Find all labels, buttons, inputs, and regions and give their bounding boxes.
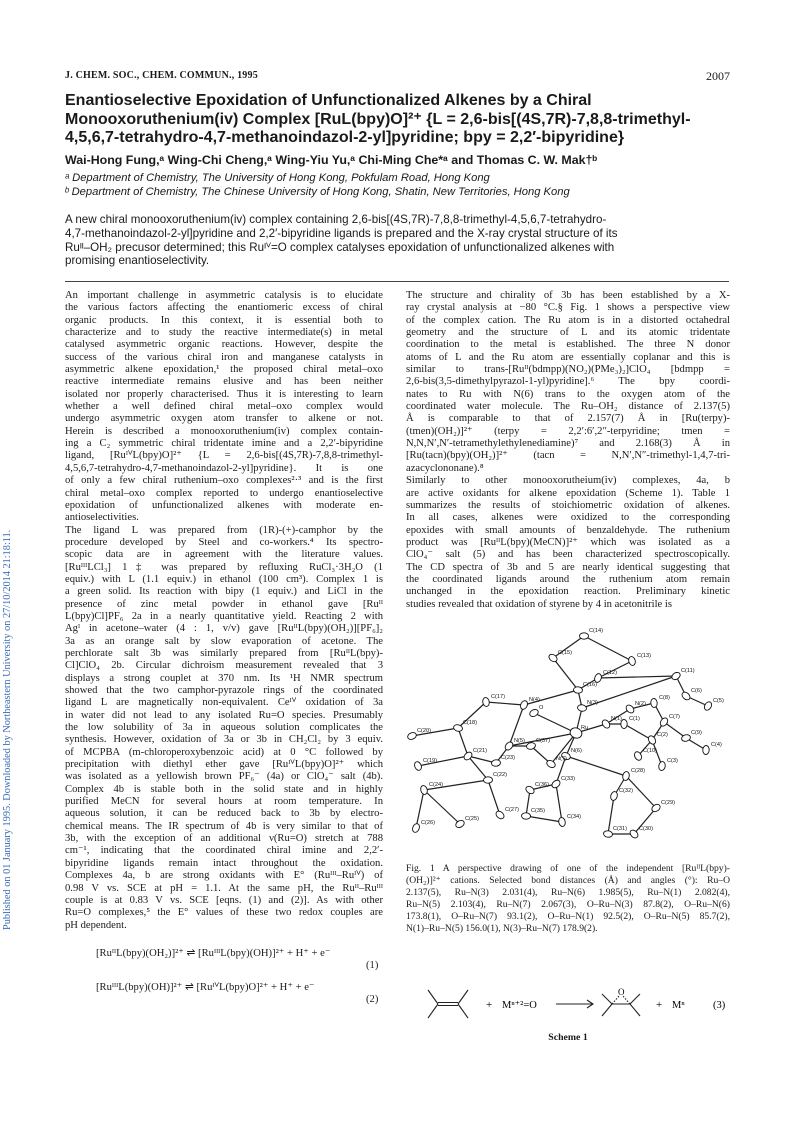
atom-label: C(6) <box>691 688 702 694</box>
body-text-line: product was [RuᴵᴵL(bpy)(MeCN)]²⁺ which was isolated as a <box>406 536 730 548</box>
author-list: Wai-Hong Fung,ᵃ Wing-Chi Cheng,ᵃ Wing-Yiu Yu,ᵃ Chi-Ming Che*ᵃ and Thomas C. W. Mak†ᵇ <box>65 153 598 167</box>
body-text-line: success of the various chiral iron and manganese catalysts in <box>65 351 383 363</box>
body-text-line: Similarly to other monooxorutheium(iv) complexes, 4a, b <box>406 475 730 487</box>
body-text-line: similar to trans-[Ruᴵᴵ(bdmpp)(NO₂)(PMe₃)₂]ClO₄ [bdmpp = <box>406 364 730 376</box>
bond-line <box>534 713 576 733</box>
alkene-structure <box>428 990 468 1018</box>
body-text-line: [RuᴵᴵᴵLCl₃] 1‡ was prepared by refluxing RuCl₃·3H₂O (1 <box>65 561 383 573</box>
body-text-line: procedure developed by Steel and co-workers.⁴ Its spectro- <box>65 536 383 548</box>
body-text-line: asymmetric alkene epoxidation,¹ the proposed chiral metal–oxo <box>65 364 383 376</box>
atom-label: C(11) <box>681 668 695 674</box>
caption-line: N(1)–Ru–N(5) 156.0(1), N(3)–Ru–N(7) 178.9(2). <box>406 922 598 934</box>
body-text-line: summarizes the results of stoichiometric oxidation of alkenes. <box>406 499 730 511</box>
alkene-bond <box>428 1004 438 1018</box>
bond-line <box>458 728 468 756</box>
download-watermark <box>2 250 18 930</box>
body-text-line: (tmen)(OH₂)]²⁺ (terpy = 2,2′:6′,2″-terpyridine; tmen = <box>406 425 730 437</box>
body-text-line: in water did not lead to any isolated Ru=O species. Presumably <box>65 709 383 721</box>
bond-line <box>566 756 626 776</box>
abstract <box>65 213 735 268</box>
atom-label: C(30) <box>639 826 653 832</box>
body-text-line: Complex 4b is stable both in the solid state and in highly <box>65 783 383 795</box>
caption-line: 2.137(5), Ru–N(3) 2.031(4), Ru–N(6) 1.985(5), Ru–N(1) 2.082(4), <box>406 886 730 898</box>
body-text-line: ClO₄⁻ salt (5) and has been characterized spectroscopically. <box>406 549 730 561</box>
caption-line: Fig. 1 A perspective drawing of one of the independent [RuᴵᴵL(bpy)- <box>406 863 730 874</box>
atom-label: C(27) <box>505 807 519 813</box>
atom-label: C(4) <box>711 742 722 748</box>
atom-label: N(5) <box>514 738 525 744</box>
article-title <box>65 92 735 148</box>
atom-label: C(29) <box>661 800 675 806</box>
figure-caption <box>406 863 730 934</box>
body-text-line: 3b, with the exception of an additional ν(Ru=O) stretch at 788 <box>65 833 383 845</box>
atom-label: C(24) <box>429 782 443 788</box>
atom-label: N(3) <box>587 700 598 706</box>
body-text-line: coordinated water molecule. The Ru–OH₂ distance of 2.137(5) <box>406 401 730 413</box>
abstract-line: A new chiral monooxoruthenium(iv) complex containing 2,6-bis[(4S,7R)-7,8,8-trimethyl-4,5,6,7-tetrahydro- <box>65 213 607 226</box>
atom-ellipsoid <box>504 741 515 752</box>
atom-label: N(2) <box>635 701 646 707</box>
atom-label: C(12) <box>603 670 617 676</box>
body-text-line: the various factors affecting the enantiomeric excess of chiral <box>65 302 383 314</box>
body-text-line: the low solubility of 3a in aqueous solution complicates the <box>65 722 383 734</box>
body-text-line: the coordinated ligands around the ruthenium atom remain <box>406 573 730 585</box>
caption-line: (OH₂)]²⁺ cations. Selected bond distances (Å) and angles (°): Ru–O <box>406 874 730 886</box>
atom-ellipsoid <box>670 671 681 681</box>
atom-label: C(22) <box>493 772 507 778</box>
scheme-metal-product: Mⁿ <box>672 1000 685 1011</box>
atom-label: C(2) <box>657 732 668 738</box>
atom-ellipsoid <box>524 785 535 795</box>
crystal-structure-figure <box>406 628 730 858</box>
atom-label: C(7) <box>669 714 680 720</box>
body-text-line: precipitation with diethyl ether gave [RuᴵⱽL(bpy)O]²⁺ which <box>65 759 383 771</box>
bond-line <box>598 676 676 678</box>
atom-label: C(36) <box>535 782 549 788</box>
atom-ellipsoid <box>558 817 566 827</box>
atom-label: C(34) <box>567 814 581 820</box>
atom-ellipsoid <box>603 830 613 838</box>
body-text-line: of only a few chiral ruthenium–oxo complexes²·³ and is the first <box>65 475 383 487</box>
atom-label: C(15) <box>558 650 572 656</box>
body-text-line: pH dependent. <box>65 919 127 931</box>
body-text-line: displays a strong couplet at 370 nm. Its ¹H NMR spectrum <box>65 672 383 684</box>
body-text-line: The ligand L was prepared from (1R)-(+)-camphor by the <box>65 524 383 536</box>
bond-line <box>424 790 460 824</box>
atom-ellipsoid <box>625 704 636 715</box>
body-text-line: synthesis. However, oxidation of 3a or 3b in CH₂Cl₂ by 3 equiv. <box>65 734 383 746</box>
atom-ellipsoid <box>650 698 657 708</box>
left-column <box>65 290 383 932</box>
body-text-line: 3a as an orange salt by slow evaporation of acetone. The <box>65 635 383 647</box>
body-text-line: organic products. In this context, it is essential both to <box>65 314 383 326</box>
atom-ellipsoid <box>483 777 492 784</box>
body-text-line: undergo asymmetric oxygen atom transfer to alkene or not. <box>65 413 383 425</box>
running-header <box>65 69 730 83</box>
atom-label: C(16) <box>583 682 597 688</box>
atom-label: C(10) <box>643 748 657 754</box>
body-text-line: Ru=O complexes,⁵ the E° values of these two redox couples are <box>65 907 383 919</box>
atom-ellipsoid <box>580 633 589 639</box>
download-note-text[interactable]: Published on 01 January 1995. Downloaded by Northeastern University on 27/10/2014 21:18:11. <box>2 529 13 930</box>
atom-label: C(5) <box>713 698 724 704</box>
body-text-line: cm⁻¹, indicating that the coordinated chiral imine and 2,2′- <box>65 845 383 857</box>
alkene-bond <box>458 1004 468 1018</box>
body-text-line: perchlorate salt 3b was similarly prepared from [RuᴵᴵL(bpy)- <box>65 647 383 659</box>
atom-ellipsoid <box>547 653 558 664</box>
atom-ellipsoid <box>628 656 637 666</box>
body-text-line: 0.98 V vs. SCE at pH = 1.1. At the same pH, the Ruᴵᴵ–Ruᴵᴵᴵ <box>65 882 383 894</box>
scheme-equation-number: (3) <box>713 1000 726 1011</box>
bond-line <box>584 636 632 661</box>
body-text-line: The CD spectra of 3b and 5 are nearly identical suggesting that <box>406 561 730 573</box>
body-text-line: scopic data are in agreement with the literature values. <box>65 549 383 561</box>
body-text-line: was isolated as a yellowish brown PF₆⁻ (4a) or ClO₄⁻ salt (4b). <box>65 771 383 783</box>
title-line: Enantioselective Epoxidation of Unfunctionalized Alkenes by a Chiral <box>65 92 592 109</box>
atom-ellipsoid <box>550 779 561 790</box>
atom-label: O <box>539 705 544 711</box>
epoxide-structure <box>602 994 640 1016</box>
body-text-line: catalysed asymmetric organic reactions. However, despite the <box>65 339 383 351</box>
scheme-plus: + <box>486 999 493 1011</box>
atom-label: C(23) <box>501 755 515 761</box>
atom-label: C(14) <box>589 628 603 634</box>
body-text-line: equiv.) with L (1.1 equiv.) in ethanol (100 cm³). Complex 1 is <box>65 573 383 585</box>
right-column <box>406 290 730 611</box>
alkene-bond <box>428 990 438 1004</box>
body-text-line: epoxides with small amounts of benzaldehyde. The ruthenium <box>406 524 730 536</box>
equation-2: [RuᴵᴵᴵL(bpy)(OH)]²⁺ ⇌ [RuᴵⱽL(bpy)O]²⁺ + H⁺ + e⁻ <box>96 982 315 993</box>
body-text-line: couple is at 0.83 V vs. SCE [eqns. (1) and (2)]. As with other <box>65 894 383 906</box>
scheme-label: Scheme 1 <box>548 1032 588 1043</box>
atom-ellipsoid <box>610 791 619 802</box>
body-text-line: Cl]ClO₄ 2b. Circular dichroism measurement revealed that 3 <box>65 660 383 672</box>
atom-ellipsoid <box>703 700 713 711</box>
body-text-line: whether a well defined chiral metal–oxo complex would <box>65 401 383 413</box>
atom-label: C(28) <box>631 768 645 774</box>
body-text-line: antioselectivities. <box>65 512 139 524</box>
reaction-arrow <box>556 1000 593 1008</box>
atom-label: C(37) <box>536 738 550 744</box>
atom-ellipsoid <box>494 810 505 821</box>
atom-label: N(4) <box>529 697 540 703</box>
atom-ellipsoid <box>702 745 709 754</box>
section-divider <box>65 281 729 282</box>
bond-line <box>468 756 488 780</box>
body-text-line: L(bpy)Cl]PF₆ 2a in a nearly quantitative yield. Reacting 2 with <box>65 610 383 622</box>
atom-label: N(7) <box>556 756 567 762</box>
body-text-line: chiral metal–oxo complex reported to undergo enantioselective <box>65 487 383 499</box>
body-text-line: chemical means. The IR spectrum of 4b is very similar to that of <box>65 820 383 832</box>
atom-ellipsoid <box>601 718 612 729</box>
atom-ellipsoid <box>411 823 421 834</box>
body-text-line: presence of zinc metal powder in ethanol gave [Ruᴵᴵ <box>65 598 383 610</box>
title-line: 4,5,6,7-tetrahydro-4,7-methanoindazol-2-yl]pyridine; bpy = 2,2′-bipyridine} <box>65 129 625 147</box>
alkene-bond <box>458 990 468 1004</box>
equation-2-number: (2) <box>366 994 379 1005</box>
atom-label: C(21) <box>473 748 487 754</box>
body-text-line: The structure and chirality of 3b has been established by a X- <box>406 290 730 301</box>
atom-label: C(3) <box>667 758 678 764</box>
scheme-reagent: Mⁿ⁺²=O <box>502 1000 537 1011</box>
body-text-line: characterize and to study the reactive intermediate(s) in metal <box>65 327 383 339</box>
page-number: 2007 <box>706 69 730 83</box>
atom-label: C(25) <box>465 816 479 822</box>
body-text-line: Complexes 4a, b are strong oxidants with E° (Ruᴵᴵᴵ–Ruᴵⱽ) of <box>65 870 383 882</box>
body-text-line: N,N,N′,N′-tetramethylethylenediamine)⁷ and 2.168(3) Å in <box>406 438 730 450</box>
body-text-line: ligand, [RuᴵⱽL(bpy)O]²⁺ {L = 2,6-bis[(4S,7R)-7,8,8-trimethyl- <box>65 450 383 462</box>
bond-line <box>488 780 500 815</box>
atom-ellipsoid <box>413 761 422 772</box>
atom-label: Ru <box>581 725 589 731</box>
body-text-line: In all cases, alkenes were oxidized to the corresponding <box>406 512 730 524</box>
equation-1: [RuᴵᴵL(bpy)(OH₂)]²⁺ ⇌ [RuᴵᴵᴵL(bpy)(OH)]²⁺ + H⁺ + e⁻ <box>96 948 331 959</box>
atom-label: C(8) <box>659 695 670 701</box>
body-text-line: azacyclononane).⁸ <box>406 462 484 474</box>
atom-label: C(20) <box>417 728 431 734</box>
body-text-line: An important challenge in asymmetric catalysis is to elucidate <box>65 290 383 301</box>
bond-line <box>526 790 530 816</box>
body-text-line: reactive intermediate remains elusive and has been neither <box>65 376 383 388</box>
atom-label: C(33) <box>561 776 575 782</box>
atom-label: C(9) <box>691 730 702 736</box>
atom-ellipsoid <box>519 700 529 711</box>
epoxide-oxygen: O <box>618 988 625 997</box>
body-text-line: of the complex cation. The Ru atom is in a distorted octahedral <box>406 314 730 326</box>
body-text-line: ligand L are magnetically non-equivalent. Ceᴵⱽ oxidation of 3a <box>65 697 383 709</box>
caption-line: Ru–N(5) 2.103(4), Ru–N(7) 2.067(3), O–Ru–N(3) 87.8(2), O–Ru–N(6) <box>406 898 730 910</box>
body-text-line: a green solid. Its reaction with bipy (1 equiv.) and LiCl in the <box>65 586 383 598</box>
atom-ellipsoid <box>659 716 669 727</box>
body-text-line: are active oxidants for alkene epoxidation (Scheme 1). Table 1 <box>406 487 730 499</box>
body-text-line: unchanged in the epoxidation reaction. Preliminary kinetic <box>406 586 730 598</box>
body-text-line: Agᴵ in acetone–water (4 : 1, v/v) gave [RuᴵᴵL(bpy)(OH₂)][PF₆]₂ <box>65 623 383 635</box>
atom-ellipsoid <box>491 759 501 766</box>
abstract-line: promising enantioselectivity. <box>65 254 210 268</box>
atom-label: C(31) <box>613 826 627 832</box>
bond-line <box>553 658 578 690</box>
atom-label: C(1) <box>629 716 640 722</box>
atom-ellipsoid <box>681 691 692 702</box>
affiliation-a: ᵃ Department of Chemistry, The University of Hong Kong, Pokfulam Road, Hong Kong <box>65 172 490 184</box>
atom-label: N(1) <box>611 716 622 722</box>
body-text-line: ing a C₂ symmetric chiral tridentate imine and a 2,2′-bipyridine <box>65 438 383 450</box>
atom-label: C(26) <box>421 820 435 826</box>
atom-label: C(18) <box>463 720 477 726</box>
body-text-line: purified MeCN for several hours at room temperature. In <box>65 796 383 808</box>
abstract-line: Ruᴵᴵ–OH₂ precusor determined; this Ruᴵⱽ=O complex catalyses epoxidation of unfunctionalized alkenes with <box>65 240 615 254</box>
body-text-line: aqueous solution, it can be reduced back to 3b by electro- <box>65 808 383 820</box>
scheme-plus: + <box>656 999 663 1011</box>
body-text-line: 2,6-bis(3,5-dimethylpyrazol-1-yl)pyridine].⁶ The bpy coordi- <box>406 376 730 388</box>
atom-label: C(32) <box>619 788 633 794</box>
body-text-line: epoxidation of unfunctionalized alkenes with moderate en- <box>65 499 383 511</box>
atom-ellipsoid <box>573 686 583 693</box>
atom-label: C(35) <box>531 808 545 814</box>
body-text-line: bipyridine ligands remain intact throughout the oxidation. <box>65 857 383 869</box>
body-text-line: geometry and the structure of L and its atomic tridentate <box>406 327 730 339</box>
journal-name: J. CHEM. SOC., CHEM. COMMUN., 1995 <box>65 70 258 81</box>
body-text-line: [Ru(tacn)(bpy)(OH₂)]²⁺ (tacn = N,N′,N″-trimethyl-1,4,7-tri- <box>406 450 730 462</box>
atom-label: C(17) <box>491 694 505 700</box>
bond-line <box>486 702 524 705</box>
atom-ellipsoid <box>407 731 418 740</box>
abstract-line: 4,7-methanoindazol-2-yl]pyridine and 2,2′-bipyridine ligands is prepared and the X-ray crystal structure of its <box>65 226 618 240</box>
body-text-line: isolated nor properly characterised. Thus it is interesting to learn <box>65 388 383 400</box>
body-text-line: showed that the two camphor-pyrazole rings of the coordinated <box>65 685 383 696</box>
body-text-line: Herein is described a monooxoruthenium(iv) complex contain- <box>65 425 383 437</box>
caption-line: 173.8(1), O–Ru–N(7) 93.1(2), O–Ru–N(1) 92.5(2), O–Ru–N(5) 85.7(2), <box>406 910 730 922</box>
body-text-line: ray crystal analysis at −80 °C.§ Fig. 1 shows a perspective view <box>406 302 730 314</box>
title-line: Monooxoruthenium(iv) Complex [RuL(bpy)O]²⁺ {L = 2,6-bis[(4S,7R)-7,8,8-trimethyl- <box>65 110 691 128</box>
affiliation-b: ᵇ Department of Chemistry, The Chinese University of Hong Kong, Shatin, New Territories, Hong Kong <box>65 186 570 198</box>
atom-ellipsoid <box>577 704 587 712</box>
atom-ellipsoid <box>521 813 530 820</box>
bond-line <box>624 724 652 740</box>
atom-ellipsoid <box>529 708 540 718</box>
atom-ellipsoid <box>658 761 666 771</box>
atom-label: C(19) <box>423 758 437 764</box>
body-text-line: atoms of L and the Ru atom are essentially coplanar and this is <box>406 351 730 363</box>
body-text-line: coordination to the metal is established. The three N donor <box>406 339 730 351</box>
bond-line <box>556 784 562 822</box>
atom-label: C(13) <box>637 653 651 659</box>
equation-1-number: (1) <box>366 960 379 971</box>
body-text-line: studies revealed that oxidation of styrene by 4 in acetonitrile is <box>406 598 672 610</box>
body-text-line: 4,5,6,7-tetrahydro-4,7-methanoindazol-2-yl]pyridine}. It is one <box>65 462 383 474</box>
body-text-line: nates to Ru with N(6) trans to the oxygen atom of the <box>406 388 730 400</box>
atom-label: N(6) <box>571 748 582 754</box>
body-text-line: of MCPBA (m-chloroperoxybenzoic acid) at 0 °C followed by <box>65 746 383 758</box>
atom-ellipsoid <box>482 697 490 707</box>
body-text-line: Å is comparable to that of 2.157(7) Å in [Ru(terpy)- <box>406 413 730 425</box>
bond-line <box>526 816 562 822</box>
